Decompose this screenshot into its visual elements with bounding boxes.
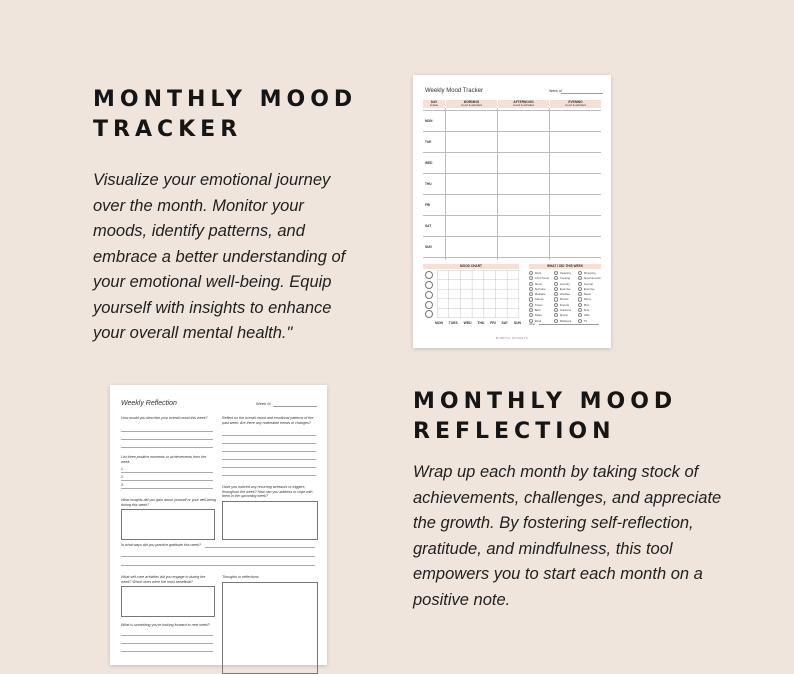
- mood-chart-days: [435, 321, 521, 325]
- day-row: [423, 131, 601, 152]
- answer-line: [121, 651, 213, 652]
- description-line: achievements, challenges, and appreciate: [413, 488, 722, 507]
- day-label: SUN: [425, 245, 432, 249]
- activity-item: Hobbies: [554, 292, 571, 296]
- answer-line: [121, 635, 213, 636]
- day-row: [423, 152, 601, 173]
- activity-item: Laundry: [554, 282, 571, 286]
- activity-item: Travel: [529, 303, 549, 307]
- question-mood: How would you describe your overall mood this week?: [121, 416, 208, 420]
- day-column-sub: & date: [429, 103, 439, 107]
- description-line: over the month. Monitor your: [93, 196, 304, 215]
- activity-item: Relax: [529, 313, 549, 317]
- evening-header: [550, 100, 601, 108]
- activity-item: Outdoors: [554, 308, 571, 312]
- reflection-heading: [413, 387, 733, 447]
- description-line: your emotional well-being. Equip: [93, 273, 332, 291]
- activity-item: Exercise: [578, 287, 601, 291]
- description-line: Wrap up each month by taking stock of: [413, 463, 699, 481]
- tracker-heading-line2: TRACKER: [93, 117, 243, 142]
- activity-item: Shopping: [578, 271, 601, 275]
- answer-box: [222, 501, 318, 540]
- reflection-sheet-title: Weekly Reflection: [121, 400, 177, 407]
- mood-face-icon: [425, 310, 433, 318]
- description-line: empowers you to start each month on a: [413, 565, 703, 583]
- period-sub: mood & activities: [512, 103, 535, 107]
- activity-item: Relatives: [554, 319, 571, 323]
- list-number: 2.: [121, 475, 124, 479]
- mood-face-icon: [425, 291, 433, 299]
- day-label: FRI: [425, 203, 431, 207]
- day-label: SAT: [425, 224, 432, 228]
- chart-day-label: SUN: [513, 321, 521, 325]
- activity-item: Sports: [554, 313, 571, 317]
- answer-line: [222, 475, 316, 476]
- description-line: your overall mental health.": [93, 324, 293, 342]
- activity-item: Journal: [578, 282, 601, 286]
- list-number: 3.: [121, 483, 124, 487]
- description-line: Visualize your emotional journey: [93, 171, 331, 189]
- chart-day-label: MON: [435, 321, 443, 325]
- reflection-heading-line2: REFLECTION: [413, 419, 616, 444]
- answer-line: [222, 443, 316, 444]
- chart-day-label: FRI: [490, 321, 496, 325]
- answer-line: [121, 565, 315, 566]
- description-line: the growth. By fostering self-reflection,: [413, 514, 694, 532]
- answer-line: [222, 459, 316, 460]
- answer-line: [121, 556, 315, 557]
- answer-line: [121, 480, 213, 481]
- mood-chart-grid: [437, 270, 519, 318]
- description-line: gratitude, and mindfulness, this tool: [413, 539, 673, 558]
- question-self-care: What self-care activities did you engage in during the week? Which ones were the most beneficial?: [121, 575, 206, 584]
- answer-line: [222, 435, 316, 436]
- grid-divider: [445, 108, 446, 260]
- activity-item: Exercise: [554, 287, 571, 291]
- day-label: THU: [425, 182, 432, 186]
- activity-item: Gifts: [578, 313, 601, 317]
- what-i-did-section: [529, 264, 601, 328]
- period-label: MORNING: [463, 100, 480, 104]
- what-i-did-title: WHAT I DID THIS WEEK: [529, 264, 601, 269]
- activity-item: Self care: [529, 287, 549, 291]
- activity-item: Pets: [578, 308, 601, 312]
- activity-item: Bath: [529, 308, 549, 312]
- description-line: embrace a better understanding of: [93, 247, 346, 266]
- day-row: [423, 173, 601, 194]
- week-of-line: [561, 93, 603, 94]
- mood-chart-title: MOOD CHART: [423, 264, 519, 269]
- answer-line: [222, 467, 316, 468]
- description-line: yourself with insights to enhance: [93, 298, 332, 317]
- activity-column: [554, 271, 571, 323]
- activity-item: Cooking: [554, 276, 571, 280]
- activity-item: Work: [529, 319, 549, 323]
- day-row: [423, 110, 601, 131]
- activity-item: TV: [578, 319, 601, 323]
- mood-face-icon: [425, 301, 433, 309]
- activity-item: Friends: [554, 303, 571, 307]
- answer-line: [205, 547, 315, 548]
- mood-chart: [423, 264, 519, 328]
- tracker-footer: MINDFUL POCKETS: [495, 337, 529, 340]
- afternoon-header: [498, 100, 549, 108]
- mood-tracker-sheet: [413, 75, 611, 348]
- answer-box: [222, 582, 318, 674]
- day-label: WED: [425, 161, 433, 165]
- mood-face-icon: [425, 281, 433, 289]
- activity-item: Appointments: [578, 276, 601, 280]
- grid-divider: [497, 108, 498, 260]
- answer-box: [121, 509, 215, 540]
- activity-item: Movies: [554, 297, 571, 301]
- activity-item: Cleaning: [554, 271, 571, 275]
- day-row: [423, 194, 601, 215]
- other-line: [539, 324, 599, 325]
- day-row: [423, 215, 601, 236]
- chart-day-label: WED: [463, 321, 472, 325]
- answer-line: [121, 439, 213, 440]
- answer-box: [121, 586, 215, 617]
- day-label: MON: [425, 119, 433, 123]
- day-label: TUE: [425, 140, 432, 144]
- answer-line: [121, 447, 213, 448]
- answer-line: [121, 643, 213, 644]
- other-label: other: [529, 322, 536, 326]
- answer-line: [121, 488, 213, 489]
- activity-item: Games: [529, 297, 549, 301]
- tracker-week-of: Week of: [549, 89, 562, 93]
- question-gratitude: In what ways did you practice gratitude this week?: [121, 543, 201, 547]
- question-looking-forward: What is something you're looking forward to next week?: [121, 623, 210, 627]
- period-label: EVENING: [568, 100, 583, 104]
- list-number: 1.: [121, 467, 124, 471]
- day-column-label: DAY: [430, 100, 438, 104]
- thoughts-label: Thoughts or reflections: [222, 575, 259, 579]
- question-stressors: Have you noticed any recurring stressors or triggers throughout the week? How can you address or cope with them in the upcoming week?: [222, 485, 313, 499]
- activity-item: Chiro home: [529, 276, 549, 280]
- question-insights: What insights did you gain about yourself or your well-being during this week?: [121, 498, 216, 507]
- activity-item: Work: [529, 271, 549, 275]
- answer-line: [222, 451, 316, 452]
- chart-day-label: SAT: [501, 321, 508, 325]
- reflection-week-of: Week of: [256, 401, 271, 406]
- day-column-header: [423, 100, 445, 108]
- grid-divider: [549, 108, 550, 260]
- description-line: moods, identify patterns, and: [93, 222, 305, 240]
- activity-item: Meditate: [529, 292, 549, 296]
- weekly-reflection-sheet: [110, 385, 327, 665]
- tracker-grid: [423, 100, 601, 260]
- mood-face-icon: [425, 271, 433, 279]
- activity-column: [578, 271, 601, 323]
- morning-header: [446, 100, 497, 108]
- activity-item: Read: [578, 292, 601, 296]
- question-positive-moments: List three positive moments or achievements from the week:: [121, 455, 207, 464]
- tracker-heading-line1: MONTHLY MOOD: [93, 87, 358, 112]
- tracker-heading: [93, 85, 393, 145]
- tracker-sheet-title: Weekly Mood Tracker: [425, 88, 483, 94]
- reflection-heading-line1: MONTHLY MOOD: [413, 389, 678, 414]
- chart-day-label: TUES: [448, 321, 458, 325]
- activity-item: Dress: [578, 297, 601, 301]
- activity-column: [529, 271, 549, 323]
- tracker-description: [93, 168, 368, 347]
- question-patterns: Reflect on the overall mood and emotional patterns of the past week. Are there any noticeable trends or changes?: [222, 416, 314, 425]
- period-sub: mood & activities: [460, 103, 483, 107]
- period-sub: mood & activities: [564, 103, 587, 107]
- chart-day-label: THU: [477, 321, 485, 325]
- week-of-line: [273, 406, 317, 407]
- answer-line: [121, 431, 213, 432]
- reflection-description: [413, 460, 743, 613]
- activity-item: Plan: [578, 303, 601, 307]
- activity-item: Study: [529, 282, 549, 286]
- period-label: AFTERNOON: [513, 100, 534, 104]
- description-line: positive note.: [413, 590, 511, 609]
- answer-line: [121, 472, 213, 473]
- day-row: [423, 236, 601, 258]
